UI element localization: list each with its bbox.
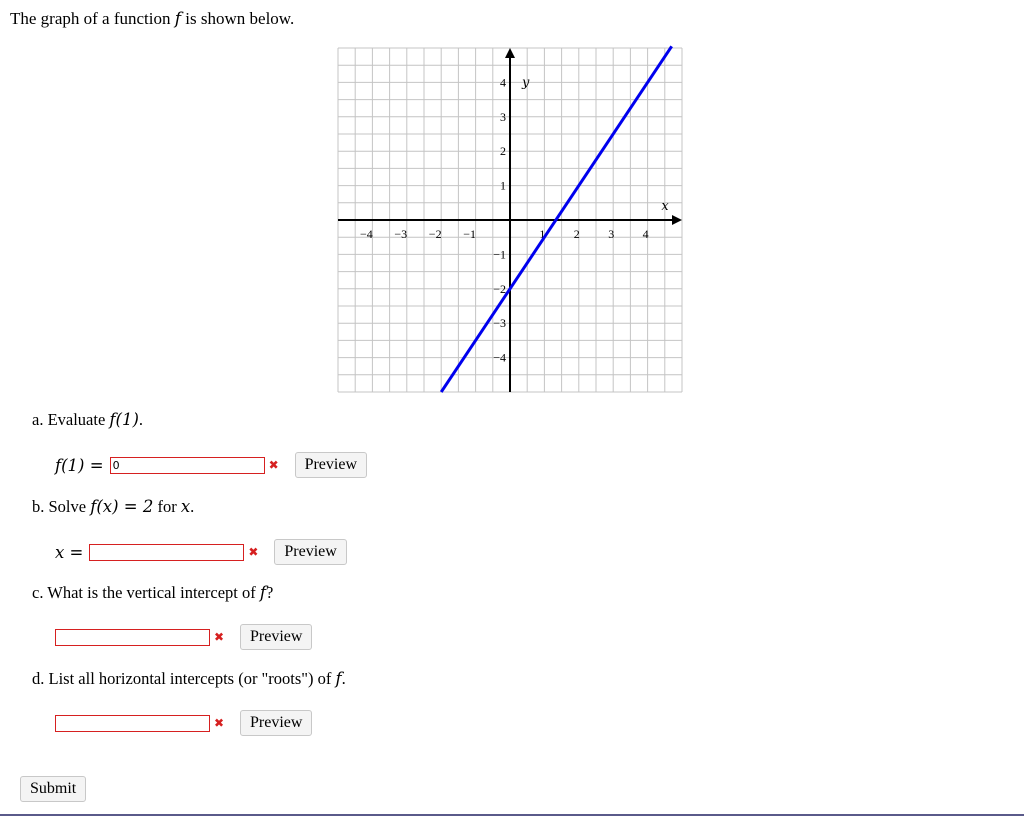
answer-d-input[interactable] — [55, 715, 210, 732]
question-d-text: d. List all horizontal intercepts (or "roots") of — [32, 669, 332, 688]
x-tick-label: −3 — [394, 227, 408, 241]
question-b — [32, 497, 194, 517]
question-d — [32, 669, 346, 689]
question-c-text: c. What is the vertical intercept of — [32, 583, 256, 602]
question-b-end: . — [190, 497, 195, 516]
incorrect-icon: ✖ — [214, 630, 225, 644]
answer-b-label: x = — [55, 542, 84, 562]
y-tick-label: −4 — [493, 350, 506, 365]
y-tick-label: −1 — [493, 247, 506, 262]
question-a-end: . — [138, 410, 144, 429]
y-axis-arrow — [505, 48, 515, 58]
incorrect-icon: ✖ — [214, 716, 225, 730]
answer-row-a — [55, 452, 367, 478]
x-tick-label: 3 — [608, 227, 615, 241]
preview-button-d[interactable]: Preview — [240, 710, 312, 736]
incorrect-icon: ✖ — [268, 458, 279, 472]
x-tick-label: 4 — [642, 227, 649, 241]
preview-button-a[interactable]: Preview — [295, 452, 367, 478]
incorrect-icon: ✖ — [248, 545, 259, 559]
intro-text: The graph of a function — [10, 9, 171, 28]
problem-intro — [10, 9, 294, 29]
question-a-expr: f(1) — [109, 410, 139, 429]
y-axis-label: y — [522, 75, 530, 91]
x-axis-label: x — [661, 199, 669, 214]
y-tick-label: 1 — [500, 178, 506, 193]
answer-row-c — [55, 624, 312, 650]
y-tick-label: −2 — [493, 281, 506, 296]
question-c-var: f — [259, 583, 266, 602]
answer-b-input[interactable] — [89, 544, 244, 561]
question-b-var: x — [180, 497, 191, 516]
question-c-end: ? — [265, 583, 274, 602]
answer-c-input[interactable] — [55, 629, 210, 646]
answer-a-input[interactable] — [110, 457, 265, 474]
answer-a-label: f(1) = — [55, 455, 104, 475]
x-tick-label: −2 — [428, 227, 442, 241]
x-axis-arrow — [672, 215, 682, 225]
answer-row-b — [55, 539, 347, 565]
page-divider — [0, 814, 1024, 816]
function-graph — [330, 40, 690, 400]
question-b-expr: f(x) = 2 — [90, 497, 154, 516]
x-tick-label: 1 — [539, 227, 546, 241]
x-tick-label: −4 — [360, 227, 373, 241]
question-c — [32, 583, 273, 603]
question-b-for: for — [157, 497, 177, 516]
preview-button-c[interactable]: Preview — [240, 624, 312, 650]
y-tick-label: 4 — [500, 75, 506, 90]
y-tick-label: 2 — [500, 144, 506, 159]
submit-button[interactable]: Submit — [20, 776, 86, 802]
question-a-text: a. Evaluate — [32, 410, 106, 429]
x-tick-label: 2 — [573, 227, 580, 241]
question-b-text: b. Solve — [32, 497, 87, 516]
x-tick-label: −1 — [463, 227, 476, 241]
question-d-end: . — [341, 669, 346, 688]
question-a — [32, 410, 143, 430]
intro-function-var: f — [174, 9, 182, 29]
y-tick-label: −3 — [493, 316, 506, 331]
answer-row-d — [55, 710, 312, 736]
question-d-var: f — [335, 669, 342, 688]
preview-button-b[interactable]: Preview — [274, 539, 346, 565]
intro-text-end: is shown below. — [185, 9, 295, 28]
y-tick-label: 3 — [500, 109, 506, 124]
